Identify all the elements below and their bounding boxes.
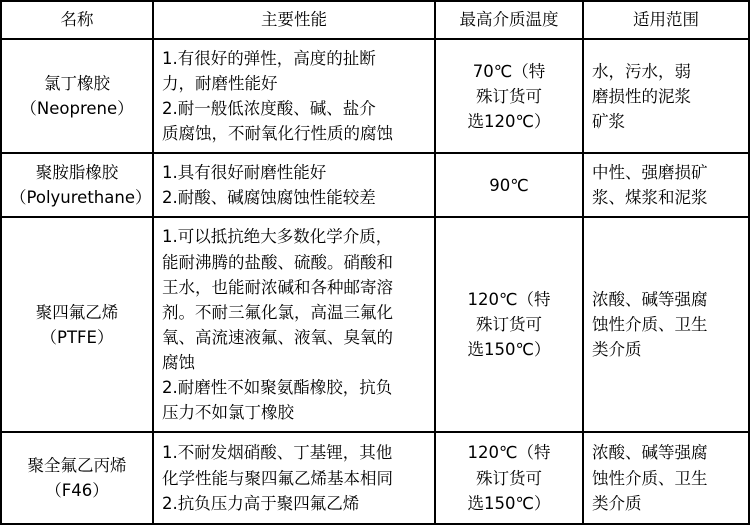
material-name-en: （F46） <box>45 481 109 501</box>
cell-material-name <box>1 217 153 432</box>
cell-application-scope: 水，污水，弱 磨损性的泥浆 矿浆 <box>583 39 749 153</box>
cell-application-scope: 中性、强磨损矿 浆、煤浆和泥浆 <box>583 153 749 217</box>
column-header-name: 名称 <box>1 1 153 39</box>
material-name-cn: 聚四氟乙烯 <box>35 302 119 322</box>
cell-performance: 1.具有很好耐磨性能好 2.耐酸、碱腐蚀腐蚀性能较差 <box>153 153 435 217</box>
cell-max-temperature: 90℃ <box>435 153 583 217</box>
cell-performance: 1.不耐发烟硝酸、丁基锂，其他 化学性能与聚四氟乙烯基本相同 2.抗负压力高于聚四氟乙烯 <box>153 432 435 524</box>
cell-application-scope: 浓酸、碱等强腐 蚀性介质、卫生 类介质 <box>583 217 749 432</box>
material-name-cn: 聚胺脂橡胶 <box>35 163 119 183</box>
cell-max-temperature: 120℃（特 殊订货可 选150℃） <box>435 217 583 432</box>
material-name-en: （Polyurethane） <box>10 188 152 208</box>
cell-application-scope: 浓酸、碱等强腐 蚀性介质、卫生 类介质 <box>583 432 749 524</box>
material-name-cn: 聚全氟乙丙烯 <box>27 456 127 476</box>
table-row <box>1 217 749 432</box>
cell-max-temperature: 120℃（特 殊订货可 选150℃） <box>435 432 583 524</box>
column-header-performance: 主要性能 <box>153 1 435 39</box>
table-row <box>1 432 749 524</box>
cell-performance: 1.有很好的弹性，高度的扯断 力，耐磨性能好 2.耐一般低浓度酸、碱、盐介 质腐蚀，不耐氧化行性质的腐蚀 <box>153 39 435 153</box>
cell-performance: 1.可以抵抗绝大多数化学介质， 能耐沸腾的盐酸、硫酸。硝酸和 王水，也能耐浓碱和各种邮寄溶 剂。不耐三氟化氯，高温三氟化 氧、高流速液氟、液氧、臭氧的 腐蚀 2.耐磨性不如聚氨酯橡胶，抗负 压力不如氯丁橡胶 <box>153 217 435 432</box>
column-header-application-scope: 适用范围 <box>583 1 749 39</box>
column-header-max-temperature: 最高介质温度 <box>435 1 583 39</box>
table-row <box>1 39 749 153</box>
table-header-row <box>1 1 749 39</box>
material-name-en: （PTFE） <box>40 327 114 347</box>
cell-material-name <box>1 432 153 524</box>
table-row <box>1 153 749 217</box>
cell-max-temperature: 70℃（特 殊订货可 选120℃） <box>435 39 583 153</box>
cell-material-name <box>1 39 153 153</box>
material-name-en: （Neoprene） <box>20 99 134 119</box>
material-name-cn: 氯丁橡胶 <box>44 74 110 94</box>
cell-material-name <box>1 153 153 217</box>
